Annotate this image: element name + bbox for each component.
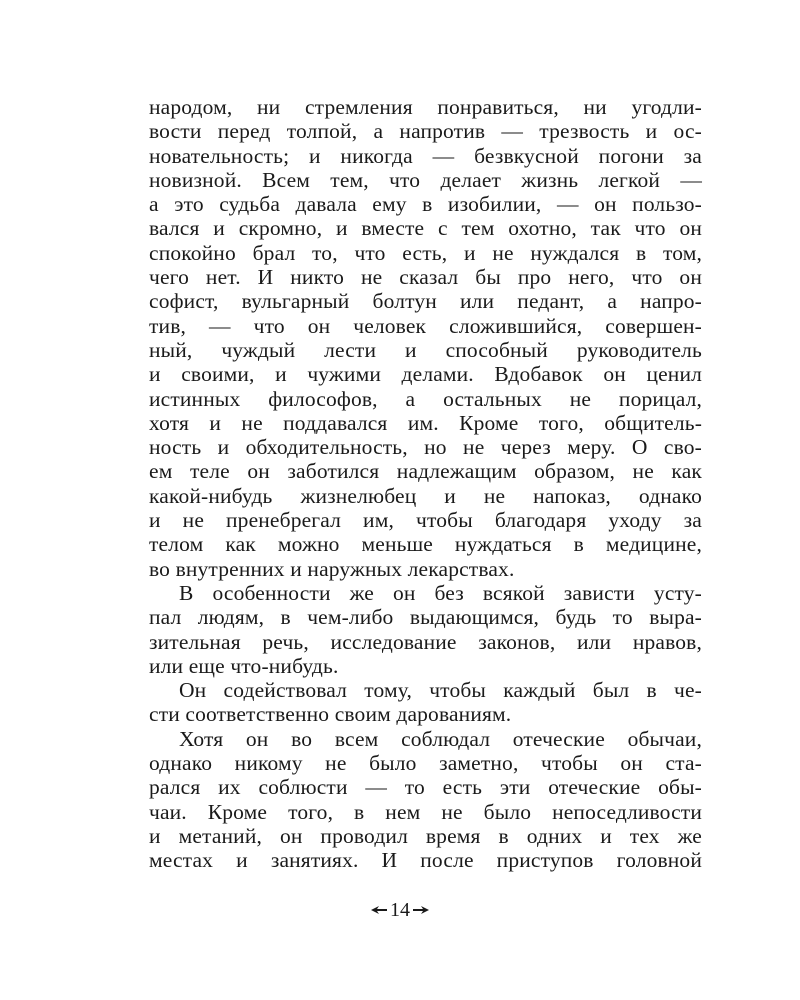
text-line: ный, чуждый лести и способный руководитель xyxy=(149,337,702,362)
text-line: однако никому не было заметно, чтобы он ста- xyxy=(149,751,702,776)
text-line: какой-нибудь жизнелюбец и не напоказ, однако xyxy=(149,483,702,508)
text-line: софист, вульгарный болтун или педант, а напро- xyxy=(149,289,702,314)
text-line: спокойно брал то, что есть, и не нуждался в том, xyxy=(149,240,702,265)
text-line: ность и обходительность, но не через меру. О сво- xyxy=(149,435,702,460)
page-number-value: 14 xyxy=(390,899,410,922)
text-line: рался их соблюсти — то есть эти отеческие обы- xyxy=(149,775,702,800)
text-line: Хотя он во всем соблюдал отеческие обычаи, xyxy=(179,726,702,751)
text-line: во внутренних и наружных лекарствах. xyxy=(149,556,515,581)
text-line: пал людям, в чем-либо выдающимся, будь то выра- xyxy=(149,605,702,630)
text-line: В особенности же он без всякой зависти усту- xyxy=(179,580,702,605)
text-line: новизной. Всем тем, что делает жизнь легкой — xyxy=(149,167,702,192)
text-line: тив, — что он человек сложившийся, совершен- xyxy=(149,313,702,338)
text-line: зительная речь, исследование законов, или нравов, xyxy=(149,629,702,654)
text-line: ем теле он заботился надлежащим образом, не как xyxy=(149,459,702,484)
text-line: новательность; и никогда — безвкусной погони за xyxy=(149,143,702,168)
page-text xyxy=(149,95,702,873)
text-line: местах и занятиях. И после приступов головной xyxy=(149,848,702,873)
text-line: хотя и не поддавался им. Кроме того, общитель- xyxy=(149,410,702,435)
text-line: вости перед толпой, а напротив — трезвость и ос- xyxy=(149,119,702,144)
text-line: и не пренебрегал им, чтобы благодаря уходу за xyxy=(149,508,702,533)
text-line: чаи. Кроме того, в нем не было непоседливости xyxy=(149,799,702,824)
text-line: истинных философов, а остальных не порицал, xyxy=(149,386,702,411)
text-line: Он содействовал тому, чтобы каждый был в че- xyxy=(179,678,702,703)
page-number xyxy=(0,897,800,922)
left-arrow-ornament-icon xyxy=(370,905,388,915)
text-line: народом, ни стремления понравиться, ни угодли- xyxy=(149,95,702,119)
text-line: телом как можно меньше нуждаться в медицине, xyxy=(149,532,702,557)
text-line: сти соответственно своим дарованиям. xyxy=(149,702,512,727)
text-line: чего нет. И никто не сказал бы про него, что он xyxy=(149,265,702,290)
text-line: и метаний, он проводил время в одних и тех же xyxy=(149,823,702,848)
text-line: и своими, и чужими делами. Вдобавок он ценил xyxy=(149,362,702,387)
right-arrow-ornament-icon xyxy=(412,905,430,915)
text-line: вался и скромно, и вместе с тем охотно, так что он xyxy=(149,216,702,241)
text-line: или еще что-нибудь. xyxy=(149,653,339,678)
text-line: а это судьба давала ему в изобилии, — он пользо- xyxy=(149,192,702,217)
